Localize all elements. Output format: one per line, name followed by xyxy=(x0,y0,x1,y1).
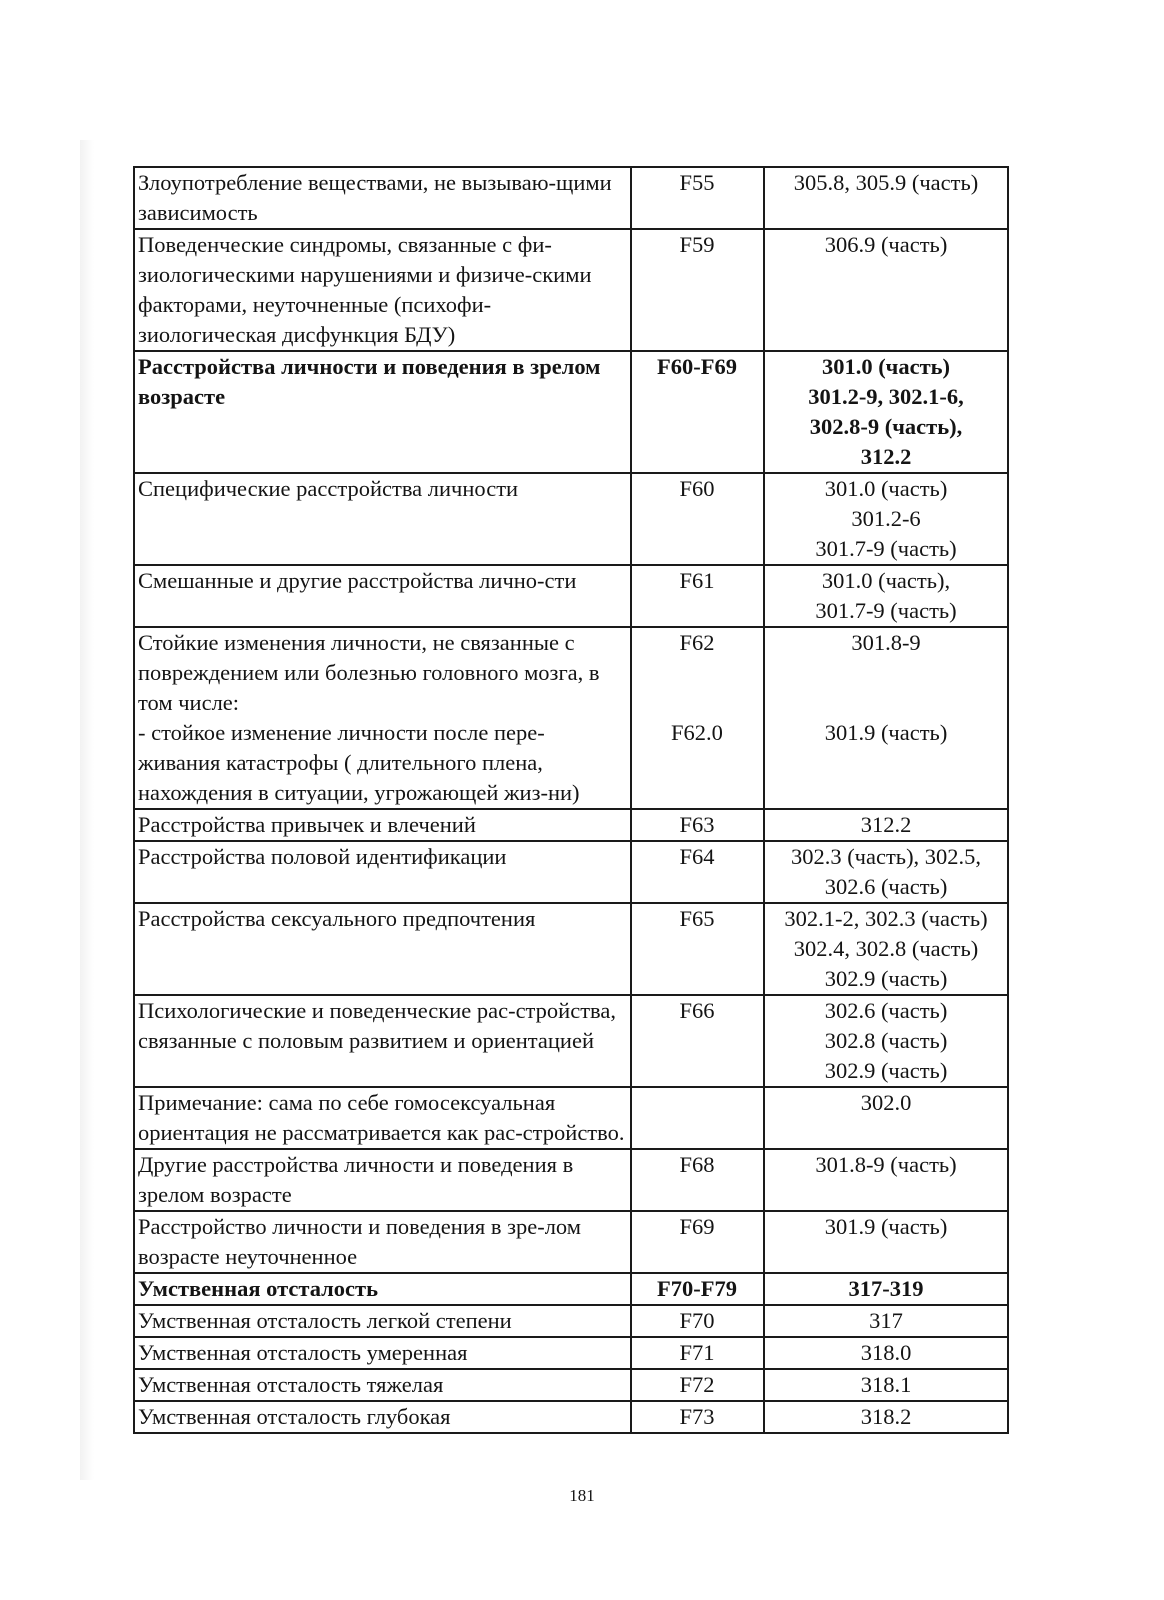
disorder-name-cell xyxy=(134,903,631,995)
table-row xyxy=(134,809,1008,841)
icd-code: F66 xyxy=(679,998,715,1023)
table-row xyxy=(134,627,1008,809)
dsm-code-cell xyxy=(764,627,1008,809)
table-row xyxy=(134,1337,1008,1369)
disorder-name-cell xyxy=(134,1401,631,1433)
icd-code: F64 xyxy=(679,844,715,869)
dsm-code-line: 302.8 (часть) xyxy=(824,1028,948,1053)
dsm-code-cell xyxy=(764,473,1008,565)
page-number: 181 xyxy=(569,1486,595,1505)
icd-code-cell xyxy=(631,229,764,351)
disorder-name: Расстройства привычек и влечений xyxy=(138,812,476,837)
dsm-code-line: 301.0 (часть) xyxy=(821,354,951,379)
disorder-name-cell xyxy=(134,841,631,903)
icd-code: F55 xyxy=(679,170,715,195)
dsm-code-line: 312.2 xyxy=(860,444,912,469)
disorder-name: Психологические и поведенческие рас-стройства, связанные с половым развитием и ориентацией xyxy=(138,998,616,1053)
disorder-name-cell xyxy=(134,1369,631,1401)
dsm-code-cell xyxy=(764,351,1008,473)
disorder-name: Расстройства личности и поведения в зрелом возрасте xyxy=(138,354,601,409)
dsm-code-line: 301.0 (часть), xyxy=(821,568,951,593)
icd-code-cell xyxy=(631,1087,764,1149)
icd-code-cell xyxy=(631,1401,764,1433)
icd-code: F73 xyxy=(679,1404,715,1429)
dsm-code-cell xyxy=(764,1401,1008,1433)
dsm-subcode: 301.9 (часть) xyxy=(824,720,948,745)
table-group-row xyxy=(134,1273,1008,1305)
table-row xyxy=(134,229,1008,351)
dsm-code-cell xyxy=(764,1273,1008,1305)
icd-code: F71 xyxy=(679,1340,715,1365)
dsm-code-line: 302.0 xyxy=(860,1090,912,1115)
dsm-code-line: 302.6 (часть) xyxy=(824,874,948,899)
table-row xyxy=(134,1149,1008,1211)
table-row xyxy=(134,1305,1008,1337)
icd-code-cell xyxy=(631,1149,764,1211)
icd-code-cell xyxy=(631,1369,764,1401)
disorder-name: Умственная отсталость xyxy=(138,1276,378,1301)
disorder-name: Умственная отсталость тяжелая xyxy=(138,1372,444,1397)
dsm-code-line: 312.2 xyxy=(860,812,912,837)
icd-code-cell xyxy=(631,167,764,229)
dsm-code-line: 318.2 xyxy=(860,1404,912,1429)
disorder-name-cell xyxy=(134,995,631,1087)
cell-spacer xyxy=(635,658,759,718)
table-row xyxy=(134,903,1008,995)
dsm-code-line: 306.9 (часть) xyxy=(824,232,948,257)
dsm-code-line: 305.8, 305.9 (часть) xyxy=(793,170,979,195)
dsm-code-line: 318.1 xyxy=(860,1372,912,1397)
disorder-name-cell xyxy=(134,351,631,473)
disorder-name-cell xyxy=(134,167,631,229)
disorder-name: Расстройство личности и поведения в зре-лом возрасте неуточненное xyxy=(138,1214,581,1269)
dsm-code-line: 301.2-6 xyxy=(851,506,921,531)
table-body xyxy=(134,167,1008,1433)
disorder-name-cell xyxy=(134,1337,631,1369)
icd-code: F62 xyxy=(679,630,715,655)
dsm-code-cell xyxy=(764,841,1008,903)
dsm-code-line: 301.8-9 (часть) xyxy=(815,1152,957,1177)
table-row xyxy=(134,841,1008,903)
dsm-code-line: 302.4, 302.8 (часть) xyxy=(793,936,979,961)
table-row xyxy=(134,1087,1008,1149)
dsm-code-line: 317-319 xyxy=(848,1276,924,1301)
dsm-code-cell xyxy=(764,565,1008,627)
icd-code-cell xyxy=(631,995,764,1087)
table-group-row xyxy=(134,351,1008,473)
dsm-code-cell xyxy=(764,1305,1008,1337)
table-row xyxy=(134,1211,1008,1273)
dsm-code-cell xyxy=(764,1087,1008,1149)
disorder-name: Расстройства сексуального предпочтения xyxy=(138,906,536,931)
disorder-name: Поведенческие синдромы, связанные с фи-зиологическими нарушениями и физиче-скими факторами, неуточненные (психофи-зиологическая дисфункция БДУ) xyxy=(138,232,592,347)
disorder-name-cell xyxy=(134,1273,631,1305)
dsm-code-line: 302.8-9 (часть), xyxy=(809,414,963,439)
disorder-name-cell xyxy=(134,229,631,351)
dsm-code-cell xyxy=(764,1211,1008,1273)
dsm-code-line: 302.1-2, 302.3 (часть) xyxy=(784,906,988,931)
icd-dsm-correspondence-table xyxy=(133,166,1009,1434)
dsm-code-line: 302.9 (часть) xyxy=(824,966,948,991)
disorder-name: Смешанные и другие расстройства лично-сти xyxy=(138,568,577,593)
icd-code: F68 xyxy=(679,1152,715,1177)
icd-code: F60-F69 xyxy=(657,354,737,379)
table-row xyxy=(134,1401,1008,1433)
icd-code-cell xyxy=(631,841,764,903)
dsm-code-cell xyxy=(764,1369,1008,1401)
icd-subcode: F62.0 xyxy=(671,720,723,745)
dsm-code-cell xyxy=(764,229,1008,351)
dsm-code-line: 301.7-9 (часть) xyxy=(815,536,957,561)
icd-code-cell xyxy=(631,1211,764,1273)
disorder-name-cell xyxy=(134,1211,631,1273)
disorder-name-cell xyxy=(134,565,631,627)
dsm-code-line: 301.8-9 xyxy=(851,630,921,655)
icd-code: F61 xyxy=(679,568,715,593)
icd-code-cell xyxy=(631,351,764,473)
dsm-code-line: 302.6 (часть) xyxy=(824,998,948,1023)
icd-code: F70 xyxy=(679,1308,715,1333)
icd-code: F63 xyxy=(679,812,715,837)
dsm-code-line: 318.0 xyxy=(860,1340,912,1365)
icd-code: F72 xyxy=(679,1372,715,1397)
disorder-name: Злоупотребление веществами, не вызываю-щими зависимость xyxy=(138,170,612,225)
dsm-code-cell xyxy=(764,167,1008,229)
disorder-name: Специфические расстройства личности xyxy=(138,476,519,501)
dsm-code-cell xyxy=(764,995,1008,1087)
disorder-name: Примечание: сама по себе гомосексуальная ориентация не рассматривается как рас-стройство. xyxy=(138,1090,625,1145)
icd-code-cell xyxy=(631,1337,764,1369)
dsm-code-line: 301.7-9 (часть) xyxy=(815,598,957,623)
dsm-code-line: 301.0 (часть) xyxy=(824,476,948,501)
icd-code-cell xyxy=(631,1273,764,1305)
icd-code: F70-F79 xyxy=(657,1276,737,1301)
icd-code-cell xyxy=(631,627,764,809)
icd-code-cell xyxy=(631,903,764,995)
disorder-name: Умственная отсталость легкой степени xyxy=(138,1308,512,1333)
disorder-name: Расстройства половой идентификации xyxy=(138,844,507,869)
table-row xyxy=(134,565,1008,627)
dsm-code-cell xyxy=(764,1149,1008,1211)
icd-code-cell xyxy=(631,565,764,627)
icd-code-cell xyxy=(631,809,764,841)
disorder-name-cell xyxy=(134,809,631,841)
classification-table-wrapper xyxy=(133,166,1007,1434)
table-row xyxy=(134,995,1008,1087)
disorder-name: Стойкие изменения личности, не связанные с повреждением или болезнью головного мозга, в том числе: xyxy=(138,630,600,715)
dsm-code-line: 317 xyxy=(869,1308,903,1333)
disorder-name: Умственная отсталость умеренная xyxy=(138,1340,468,1365)
disorder-name: Другие расстройства личности и поведения в зрелом возрасте xyxy=(138,1152,574,1207)
dsm-code-cell xyxy=(764,1337,1008,1369)
icd-code: F65 xyxy=(679,906,715,931)
disorder-name-cell xyxy=(134,1305,631,1337)
table-row xyxy=(134,473,1008,565)
icd-code: F69 xyxy=(679,1214,715,1239)
disorder-name-cell xyxy=(134,473,631,565)
disorder-name-cell xyxy=(134,1087,631,1149)
dsm-code-line: 301.9 (часть) xyxy=(824,1214,948,1239)
disorder-name-cell xyxy=(134,1149,631,1211)
scan-edge-shadow xyxy=(80,140,94,1480)
disorder-subitem-name: - стойкое изменение личности после пере-живания катастрофы ( длительного плена, нахождения в ситуации, угрожающей жиз-ни) xyxy=(138,720,580,805)
icd-code: F60 xyxy=(679,476,715,501)
table-row xyxy=(134,1369,1008,1401)
dsm-code-line: 301.2-9, 302.1-6, xyxy=(808,384,964,409)
dsm-code-line: 302.9 (часть) xyxy=(824,1058,948,1083)
icd-code-cell xyxy=(631,1305,764,1337)
dsm-code-cell xyxy=(764,809,1008,841)
disorder-name: Умственная отсталость глубокая xyxy=(138,1404,451,1429)
cell-spacer xyxy=(767,658,1005,718)
table-row xyxy=(134,167,1008,229)
icd-code: F59 xyxy=(679,232,715,257)
icd-code-cell xyxy=(631,473,764,565)
dsm-code-cell xyxy=(764,903,1008,995)
disorder-name-cell xyxy=(134,627,631,809)
dsm-code-line: 302.3 (часть), 302.5, xyxy=(790,844,982,869)
